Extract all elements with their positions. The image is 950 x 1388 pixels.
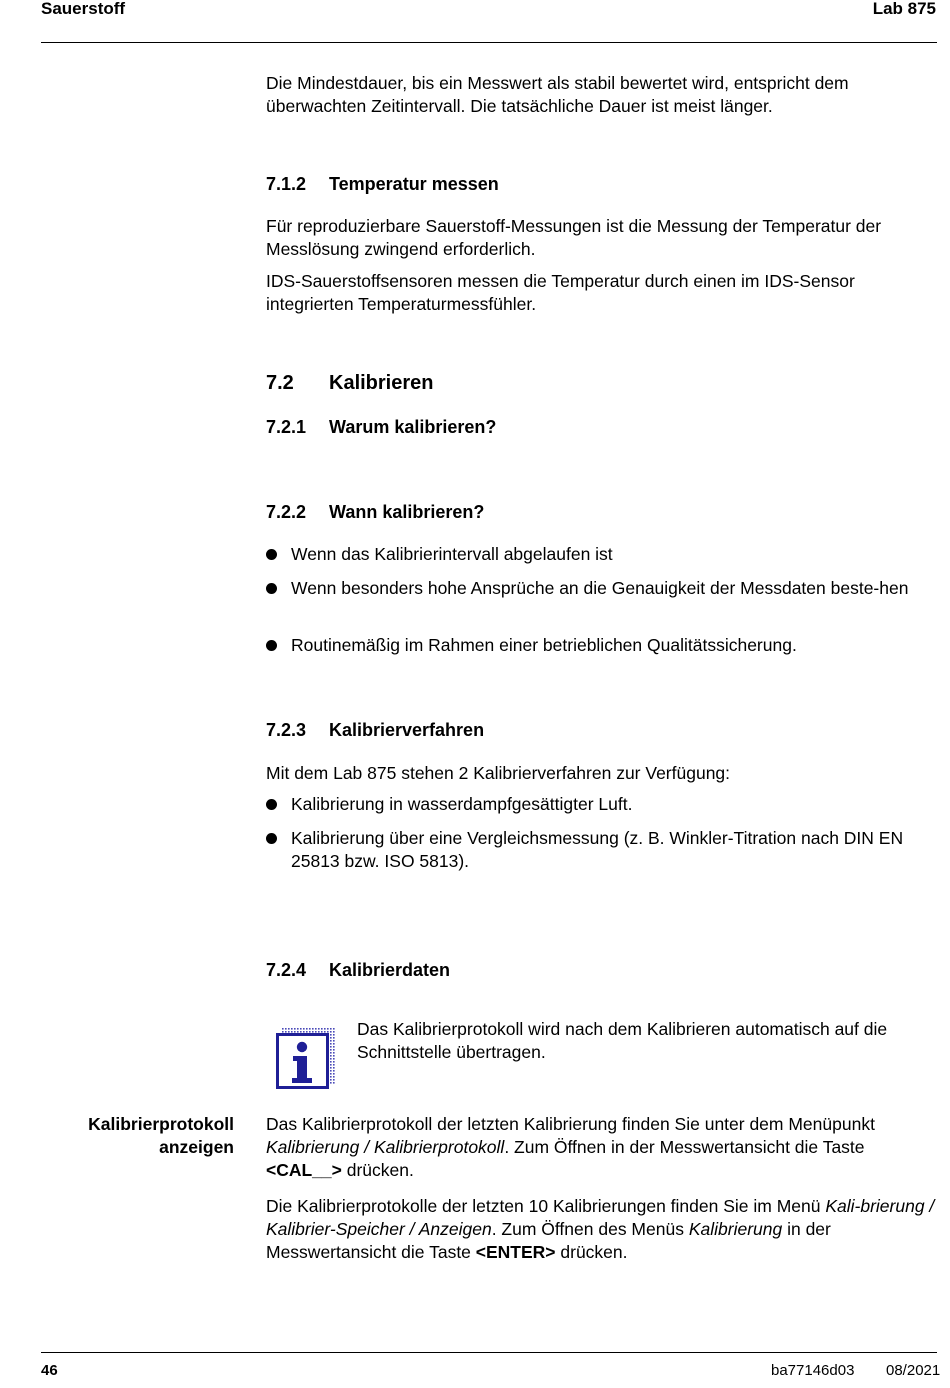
heading-title: Wann kalibrieren? [329, 502, 485, 522]
info-icon [276, 1028, 336, 1090]
heading-number: 7.2 [266, 372, 294, 394]
header-rule [41, 42, 937, 43]
text-run: drücken. [555, 1242, 628, 1262]
heading-7-2-2 [266, 502, 484, 523]
list-item-text: Wenn besonders hohe Ansprüche an die Genauigkeit der Messdaten beste-hen [291, 578, 909, 598]
heading-7-1-2 [266, 174, 499, 195]
running-header-right: Lab 875 [872, 0, 936, 18]
page-number: 46 [41, 1362, 58, 1379]
info-note: Das Kalibrierprotokoll wird nach dem Kalibrieren automatisch auf die Schnittstelle übertragen. [357, 1019, 888, 1062]
heading-number: 7.2.4 [266, 960, 307, 980]
list-item-text: Kalibrierung in wasserdampfgesättigter Luft. [291, 794, 633, 814]
protocol-paragraph-2 [266, 1195, 938, 1264]
text-run: Das Kalibrierprotokoll der letzten Kalibrierung finden Sie unter dem Menüpunkt [266, 1114, 875, 1134]
bullet-dot [266, 833, 277, 844]
heading-7-2-3 [266, 720, 484, 741]
list-item-text: Kalibrierung über eine Vergleichsmessung (z. B. Winkler-Titration nach DIN EN 25813 bzw. ISO 5813). [291, 828, 904, 871]
heading-7-2 [266, 372, 433, 395]
bullet-dot [266, 799, 277, 810]
text-run: drücken. [341, 1160, 414, 1180]
temperature-paragraph-2: IDS-Sauerstoffsensoren messen die Temperatur durch einen im IDS-Sensor integrierten Temperaturmessfühler. [266, 271, 855, 314]
heading-title: Warum kalibrieren? [329, 417, 497, 437]
heading-title: Kalibrierdaten [329, 960, 451, 980]
bullet-dot [266, 640, 277, 651]
heading-title: Kalibrierverfahren [329, 720, 485, 740]
key-name: <CAL__> [266, 1160, 342, 1180]
menu-name: Kalibrierung [688, 1219, 783, 1239]
running-header-left: Sauerstoff [41, 0, 126, 18]
document-date: 08/2021 [886, 1362, 941, 1379]
list-item-text: Routinemäßig im Rahmen einer betrieblichen Qualitätssicherung. [291, 635, 797, 655]
bullet-dot [266, 549, 277, 560]
heading-7-2-1 [266, 417, 496, 438]
list-item-text: Wenn das Kalibrierintervall abgelaufen ist [291, 544, 613, 564]
protocol-paragraph-1 [266, 1113, 938, 1182]
text-run: in der Messwertansicht die Taste [266, 1219, 831, 1262]
side-heading-line: anzeigen [159, 1137, 234, 1157]
methods-intro: Mit dem Lab 875 stehen 2 Kalibrierverfahren zur Verfügung: [266, 763, 731, 783]
side-heading [40, 1113, 234, 1159]
text-run: . Zum Öffnen des Menüs [491, 1219, 689, 1239]
heading-7-2-4 [266, 960, 450, 981]
heading-number: 7.1.2 [266, 174, 307, 194]
menu-path: Kalibrierung / Kalibrierprotokoll [266, 1137, 505, 1157]
footer-rule [41, 1352, 937, 1353]
heading-number: 7.2.2 [266, 502, 307, 522]
text-run: Die Kalibrierprotokolle der letzten 10 Kalibrierungen finden Sie im Menü [266, 1196, 826, 1216]
document-id: ba77146d03 [771, 1362, 855, 1379]
menu-path: Kali-brierung / Kalibrier-Speicher / Anzeigen [266, 1196, 935, 1239]
temperature-paragraph-1: Für reproduzierbare Sauerstoff-Messungen ist die Messung der Temperatur der Messlösung zwingend erforderlich. [266, 216, 882, 259]
bullet-dot [266, 583, 277, 594]
heading-number: 7.2.1 [266, 417, 307, 437]
key-name: <ENTER> [475, 1242, 556, 1262]
text-run: . Zum Öffnen in der Messwertansicht die Taste [504, 1137, 865, 1157]
heading-number: 7.2.3 [266, 720, 307, 740]
side-heading-line: Kalibrierprotokoll [88, 1114, 234, 1134]
heading-title: Kalibrieren [329, 372, 434, 394]
intro-paragraph: Die Mindestdauer, bis ein Messwert als stabil bewertet wird, entspricht dem überwachten Zeitintervall. Die tatsächliche Dauer ist meist länger. [266, 73, 849, 116]
heading-title: Temperatur messen [329, 174, 499, 194]
